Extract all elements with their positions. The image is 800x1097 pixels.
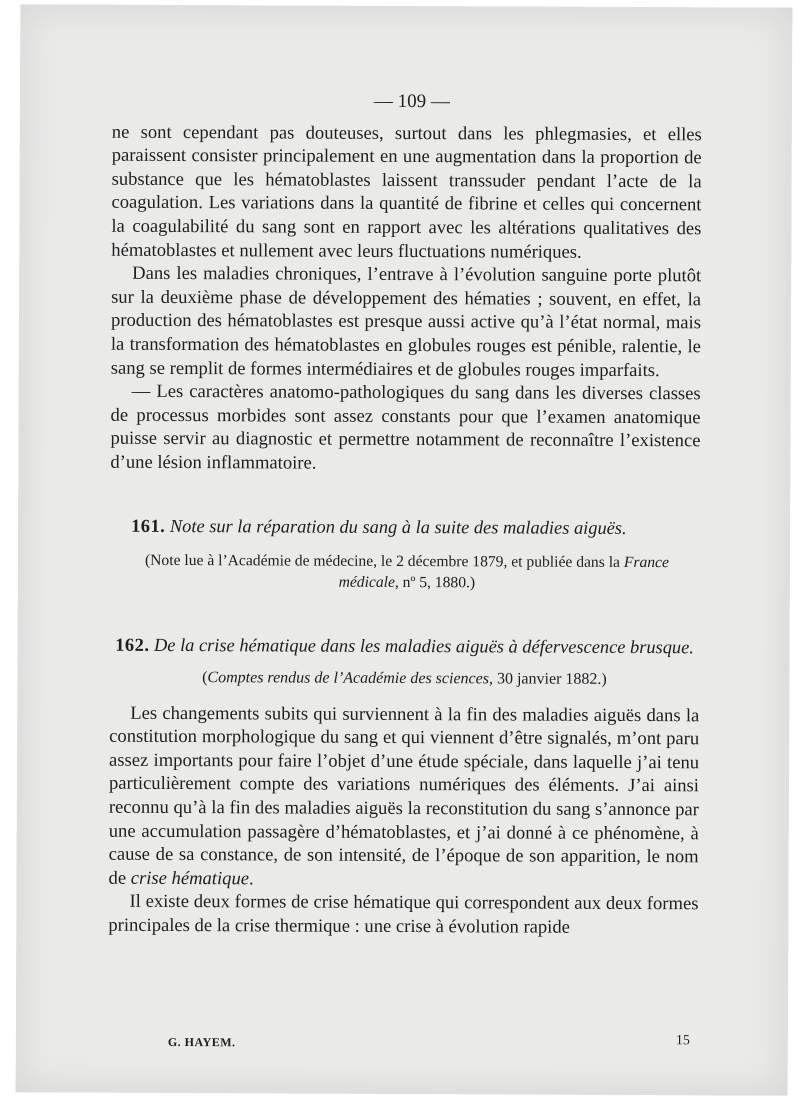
section-161-title: Note sur la réparation du sang à la suite des maladies aiguës. [169,515,627,538]
section-162-title: De la crise hématique dans les maladies aiguës à défervescence brusque. [154,635,694,658]
crise-end: . [248,868,254,890]
paragraph-crise-hematique [109,701,700,892]
source-suffix: , 30 janvier 1882.) [488,670,607,688]
paragraph-fibrine: ne sont cependant pas douteuses, surtout dans les phlegmasies, et elles paraissent consister principalement en une augmentation dans la proportion de substance que les hématoblastes laissent transsuder pendant l’acte de la coagulation. Les variations dans la quantité de fibrine et celles qui concernent la coagulabilité du sang sont en rapport avec les altérations qualitatives des hématoblastes et nullement avec leurs fluctuations numériques. [111,121,702,263]
section-161-note [110,550,700,595]
source-journal: Comptes rendus de l’Académie des sciences [207,669,490,688]
section-161-heading [110,514,700,540]
section-161-number: 161. [131,515,166,536]
signature-mark: G. HAYEM. [167,1034,236,1050]
section-162-source [109,666,699,692]
crise-text: Les changements subits qui surviennent à la fin des maladies aiguës dans la constitution morphologique du sang et qui viennent d’être signalés, m’ont paru assez importants pour faire l’objet d’une étude spéciale, dans laquelle j’ai tenu particulièrement compte des variations numériques des éléments. J’ai ainsi reconnu qu’à la fin des maladies aiguës la reconstitution du sang s’annonce par une accumulation passagère d’hématoblastes, et j’ai donné à ce phénomène, à cause de sa constance, de son intensité, de l’époque de son apparition, le nom de [108,702,700,889]
section-162-number: 162. [115,634,150,655]
sheet-number: 15 [675,1033,690,1049]
paragraph-anatomo-pathology: — Les caractères anatomo-pathologiques du sang dans les diverses classes de processus morbides sont assez constants pour que l’examen anatomique puisse servir au diagnostic et permettre notamment de reconnaître l’existence d’une lésion inflammatoire. [110,380,701,474]
page-content [108,89,702,940]
note-suffix: , nº 5, 1880.) [394,574,476,592]
section-162-heading [110,634,700,659]
crise-term: crise hématique [130,867,250,890]
note-prefix: (Note lue à l’Académie de médecine, le 2 décembre 1879, et publiée dans la [144,551,624,572]
page-footer [108,1031,698,1050]
note-journal: France médicale [338,554,669,592]
book-page [16,4,793,1095]
source-prefix: ( [202,669,208,687]
paragraph-two-forms: Il existe deux formes de crise hématique qui correspondent aux deux formes principales de la crise thermique : une crise à évolution rapide [108,891,699,938]
page-number: — 109 — [373,90,451,113]
paragraph-chronic-diseases: Dans les maladies chroniques, l’entrave à l’évolution sanguine porte plutôt sur la deuxième phase de développement des hématies ; souvent, en effet, la production des hématoblastes est presque aussi active qu’à l’état normal, mais la transformation des hématoblastes en globules rouges est pénible, ralentie, le sang se remplit de formes intermédiaires et de globules rouges imparfaits. [110,262,702,381]
